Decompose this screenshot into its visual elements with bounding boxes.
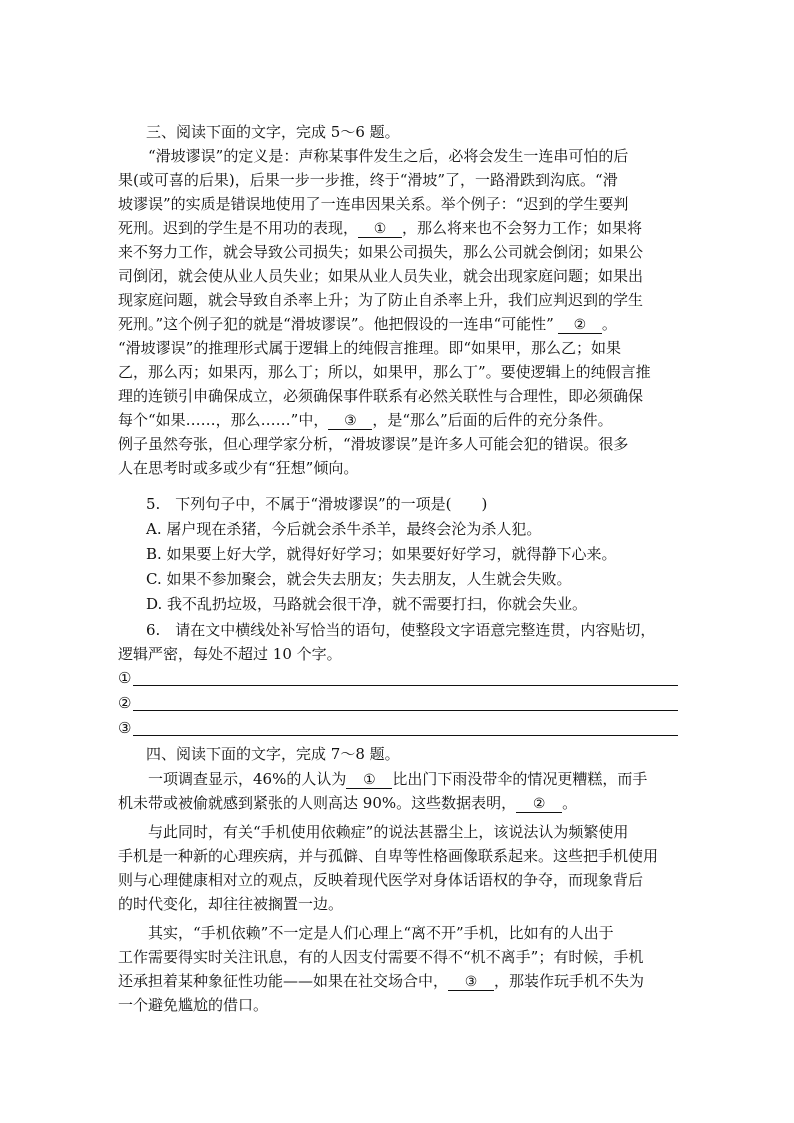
passage-line: 的时代变化，却往往被搁置一边。 [118, 895, 344, 913]
passage-line: 一个避免尴尬的借口。 [118, 996, 269, 1014]
passage-text: 死刑。迟到的学生是不用功的表现， [118, 219, 359, 237]
blank-marker: ③ [344, 413, 357, 429]
fill-blank-2 [516, 795, 562, 813]
passage-text: ，那么将来也不会努力工作；如果将 [402, 219, 643, 237]
passage-line [118, 972, 644, 991]
passage-line: “滑坡谬误”的定义是：声称某事件发生之后，必将会发生一连串可怕的后 [148, 147, 629, 165]
passage-line [118, 794, 577, 813]
passage-line: 工作需要得实时关注讯息，有的人因支付需要不得不“机不离手”；有时候，手机 [118, 948, 644, 966]
passage-line: 则与心理健康相对立的观点，反映着现代医学对身体话语权的争夺，而现象背后 [118, 871, 644, 889]
question-stem: 6. 请在文中横线处补写恰当的语句，使整段文字语意完整连贯，内容贴切， [146, 621, 656, 639]
passage-line [118, 315, 617, 334]
passage-text: 一项调查显示，46%的人认为 [148, 770, 347, 788]
blank-marker: ② [573, 317, 587, 333]
passage-text: 。 [562, 794, 578, 812]
passage-text: 。 [601, 315, 617, 333]
answer-underline [133, 685, 678, 686]
passage-line [118, 219, 642, 238]
answer-line-1[interactable] [118, 669, 678, 689]
passage-text: ，是“那么”后面的后件的充分条件。 [372, 411, 613, 429]
blank-marker: ① [363, 772, 376, 788]
passage-line: 来不努力工作，就会导致公司损失；如果公司损失，那么公司就会倒闭；如果公 [118, 243, 644, 261]
option-d: D. 我不乱扔垃圾，马路就会很干净，就不需要打扫，你就会失业。 [146, 595, 588, 613]
passage-text: 还承担着某种象征性功能——如果在社交场合中， [118, 972, 449, 990]
passage-line: 理的连锁引申确保成立，必须确保事件联系有必然关联性与合理性，即必须确保 [118, 387, 644, 405]
passage-line: 果(或可喜的后果)，后果一步一步推，终于“滑坡”了，一路滑跌到沟底。“滑 [118, 171, 618, 189]
section-4-heading: 四、阅读下面的文字，完成 7～8 题。 [146, 745, 400, 763]
passage-line: 司倒闭，就会使从业人员失业；如果从业人员失业，就会出现家庭问题；如果出 [118, 267, 644, 285]
passage-line [148, 770, 647, 789]
passage-line: 现家庭问题，就会导致自杀率上升；为了防止自杀率上升，我们应判迟到的学生 [118, 291, 644, 309]
passage-line: 坡谬误”的实质是错误地使用了一连串因果关系。举个例子：“迟到的学生要判 [118, 195, 629, 213]
option-a: A. 屠户现在杀猪，今后就会杀牛杀羊，最终会沦为杀人犯。 [146, 520, 542, 538]
answer-number: ③ [118, 719, 132, 737]
passage-line: 人在思考时或多或少有“狂想”倾向。 [118, 459, 359, 477]
passage-text: 死刑。”这个例子犯的就是“滑坡谬误”。他把假设的一连串“可能性” [118, 315, 554, 333]
option-c: C. 如果不参加聚会，就会失去朋友；失去朋友，人生就会失败。 [146, 570, 572, 588]
fill-blank-3 [448, 973, 494, 991]
blank-marker: ② [532, 796, 546, 812]
answer-line-3[interactable] [118, 719, 678, 739]
fill-blank-2 [558, 316, 602, 334]
answer-underline [133, 735, 678, 736]
question-stem: 5. 下列句子中，不属于“滑坡谬误”的一项是( ) [146, 495, 488, 513]
fill-blank-1 [358, 220, 402, 238]
passage-line: 与此同时，有关“手机使用依赖症”的说法甚嚣尘上，该说法认为频繁使用 [148, 823, 629, 841]
answer-underline [133, 710, 678, 711]
answer-number: ① [118, 669, 132, 687]
passage-line: 例子虽然夸张，但心理学家分析，“滑坡谬误”是许多人可能会犯的错误。很多 [118, 435, 629, 453]
fill-blank-3 [328, 412, 372, 430]
passage-line: 手机是一种新的心理疾病，并与孤僻、自卑等性格画像联系起来。这些把手机使用 [118, 847, 659, 865]
passage-line: 其实，“手机依赖”不一定是人们心理上“离不开”手机，比如有的人出于 [148, 924, 614, 942]
blank-marker: ① [373, 221, 387, 237]
fill-blank-1 [346, 771, 392, 789]
question-stem: 逻辑严密，每处不超过 10 个字。 [118, 645, 342, 663]
section-3-heading: 三、阅读下面的文字，完成 5～6 题。 [146, 123, 400, 141]
passage-text: ，那装作玩手机不失为 [494, 972, 645, 990]
passage-text: 比出门下雨没带伞的情况更糟糕，而手 [392, 770, 648, 788]
passage-text: 机未带或被偷就感到紧张的人则高达 90%。这些数据表明， [118, 794, 517, 812]
passage-text: 每个“如果……，那么……”中， [118, 411, 329, 429]
option-b: B. 如果要上好大学，就得好好学习；如果要好好学习，就得静下心来。 [146, 545, 617, 563]
blank-marker: ③ [464, 974, 478, 990]
answer-number: ② [118, 694, 132, 712]
answer-line-2[interactable] [118, 694, 678, 714]
passage-line [118, 411, 613, 430]
passage-line: 乙，那么丙；如果丙，那么丁；所以，如果甲，那么丁”。要使逻辑上的纯假言推 [118, 363, 651, 381]
passage-line: “滑坡谬误”的推理形式属于逻辑上的纯假言推理。即“如果甲，那么乙；如果 [118, 339, 622, 357]
